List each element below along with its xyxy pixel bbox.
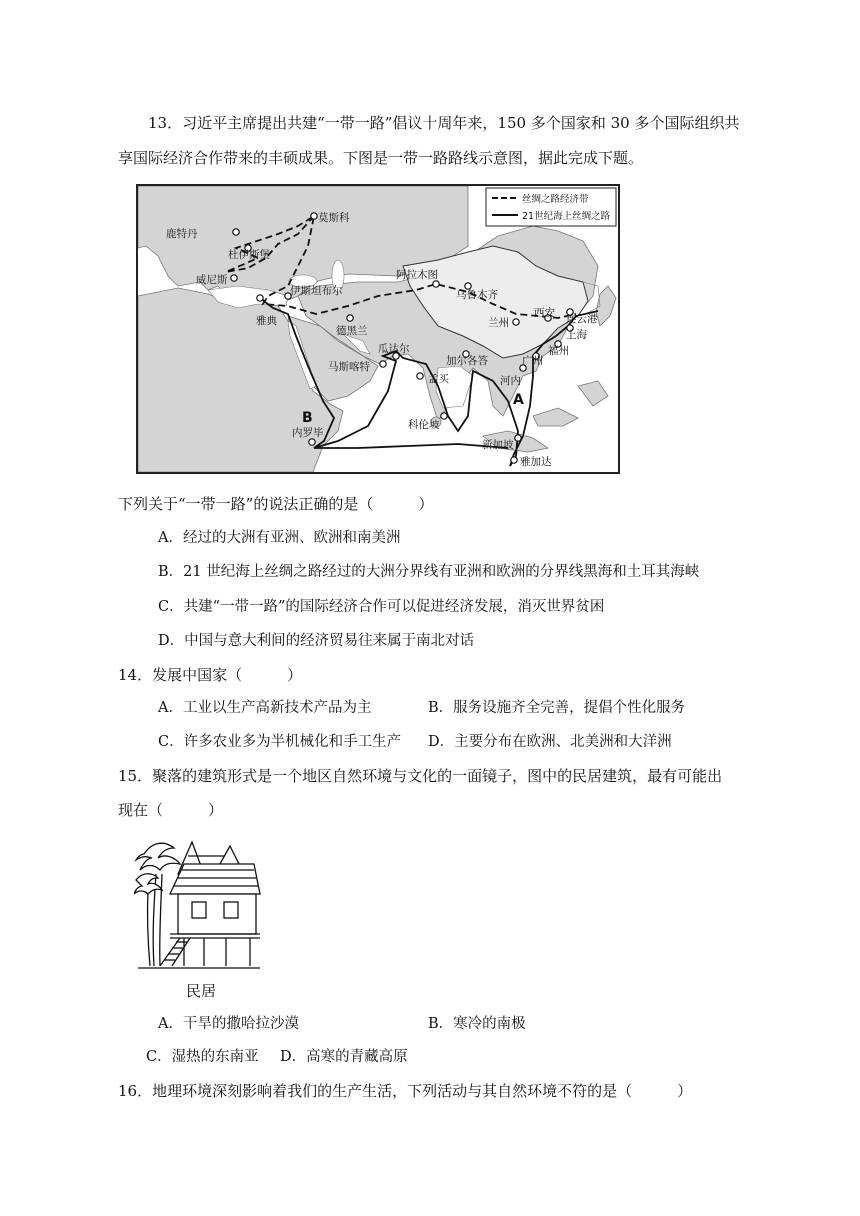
label-guangzhou: 广州 — [522, 355, 543, 367]
q15-option-b[interactable]: B．寒冷的南极 — [428, 1016, 526, 1032]
q14-option-d[interactable]: D．主要分布在欧洲、北美洲和大洋洲 — [428, 734, 672, 750]
label-urumqi: 乌鲁木齐 — [456, 289, 498, 301]
label-b: B — [302, 410, 313, 426]
q13-option-a[interactable]: A．经过的大洲有亚洲、欧洲和南美洲 — [158, 530, 401, 546]
q13-option-b[interactable]: B．21 世纪海上丝绸之路经过的大洲分界线有亚洲和欧洲的分界线黑海和土耳其海峡 — [158, 564, 700, 580]
label-jakarta: 雅加达 — [520, 456, 552, 468]
q15-option-c[interactable]: C．湿热的东南亚 — [146, 1049, 259, 1065]
q15-option-a[interactable]: A．干旱的撒哈拉沙漠 — [158, 1016, 299, 1032]
q16-stem: 16．地理环境深刻影响着我们的生产生活，下列活动与其自然环境不符的是（ ） — [118, 1082, 693, 1100]
label-kolkata: 加尔各答 — [446, 355, 488, 367]
map-svg — [138, 186, 618, 472]
q13-text-line1: 13．习近平主席提出共建“一带一路”倡议十周年来，150 多个国家和 30 多个国际组织共 — [148, 114, 740, 132]
map-legend — [486, 188, 616, 226]
label-duisburg: 杜伊斯堡 — [228, 249, 270, 261]
stilt-house-illustration — [134, 834, 264, 982]
q13-text-line2: 享国际经济合作带来的丰硕成果。下图是一带一路路线示意图，据此完成下题。 — [118, 149, 644, 167]
label-gwadar: 瓜达尔 — [378, 343, 410, 355]
label-xian: 西安 — [534, 307, 555, 319]
label-venice: 威尼斯 — [196, 274, 228, 286]
label-istanbul: 伊斯坦布尔 — [290, 285, 343, 297]
label-a: A — [513, 392, 524, 408]
q14-option-b[interactable]: B．服务设施齐全完善，提倡个性化服务 — [428, 700, 686, 716]
label-colombo: 科伦坡 — [408, 419, 440, 431]
q13-option-c[interactable]: C．共建“一带一路”的国际经济合作可以促进经济发展，消灭世界贫困 — [158, 599, 605, 615]
label-rotterdam: 鹿特丹 — [166, 228, 198, 240]
q14-option-c[interactable]: C．许多农业多为半机械化和手工生产 — [158, 734, 402, 750]
label-hanoi: 河内 — [500, 375, 521, 387]
q15-option-d[interactable]: D．高寒的青藏高原 — [280, 1049, 408, 1065]
label-lianyungang: 连云港 — [566, 313, 598, 325]
label-nairobi: 内罗毕 — [292, 427, 324, 439]
label-athens: 雅典 — [256, 315, 277, 327]
label-fuzhou: 福州 — [548, 345, 569, 357]
q14-stem: 14．发展中国家（ ） — [118, 666, 303, 684]
q15-text-line2: 现在（ ） — [118, 801, 224, 819]
label-muscat: 马斯喀特 — [328, 361, 370, 373]
legend-land: 丝绸之路经济带 — [522, 194, 589, 205]
q13-option-d[interactable]: D．中国与意大利间的经济贸易往来属于南北对话 — [158, 633, 475, 649]
label-mumbai: 孟买 — [428, 373, 449, 385]
label-tehran: 德黑兰 — [336, 325, 368, 337]
belt-road-map — [136, 184, 620, 474]
house-caption: 民居 — [186, 982, 217, 1000]
label-lanzhou: 兰州 — [488, 317, 509, 329]
q15-text-line1: 15．聚落的建筑形式是一个地区自然环境与文化的一面镜子，图中的民居建筑，最有可能出 — [118, 767, 723, 785]
q14-option-a[interactable]: A．工业以生产高新技术产品为主 — [158, 700, 372, 716]
label-shanghai: 上海 — [566, 329, 587, 341]
label-singapore: 新加坡 — [482, 439, 514, 451]
legend-sea: 21世纪海上丝绸之路 — [522, 211, 611, 222]
q13-stem: 下列关于“一带一路”的说法正确的是（ ） — [118, 495, 434, 513]
label-moscow: 莫斯科 — [318, 212, 350, 224]
label-almaty: 阿拉木图 — [396, 269, 438, 281]
